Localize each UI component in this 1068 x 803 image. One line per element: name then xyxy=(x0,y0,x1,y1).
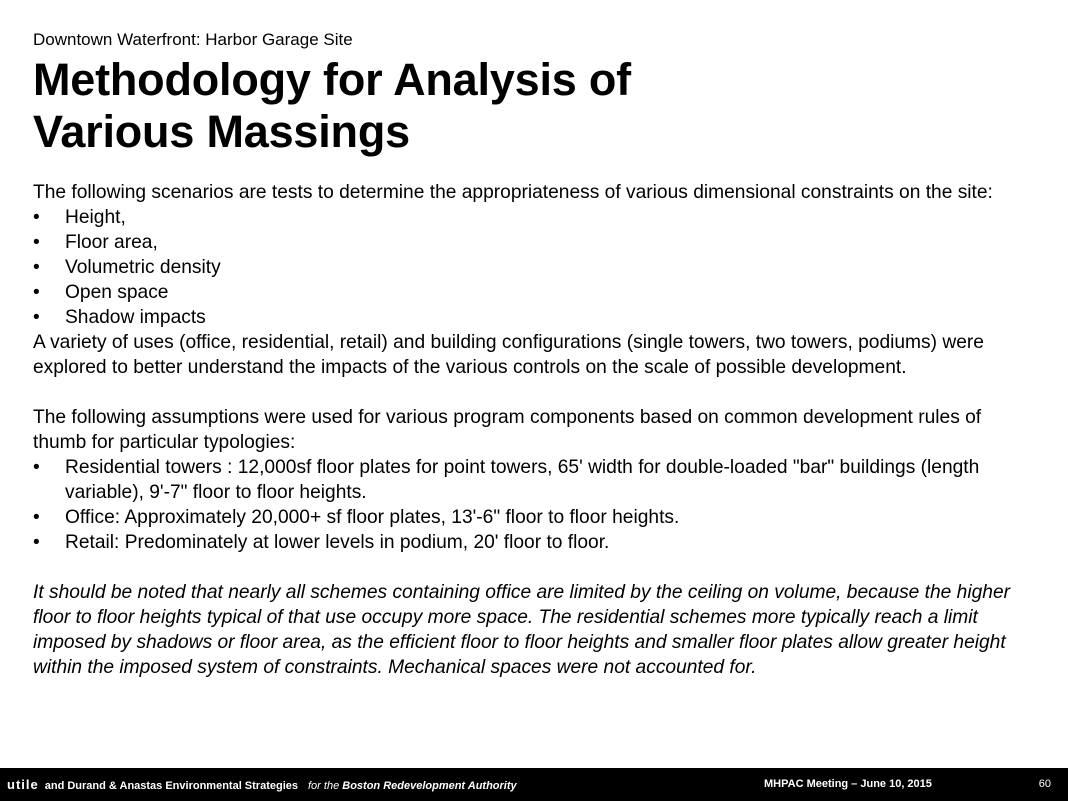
utile-logo: utile xyxy=(7,777,39,792)
footer-client: Boston Redevelopment Authority xyxy=(342,780,517,792)
bullet-icon: • xyxy=(33,257,40,278)
bullet-icon: • xyxy=(33,207,40,228)
list-item-text: Height, xyxy=(65,207,126,228)
footer-for-the: for the xyxy=(308,780,340,792)
list-item-text: Shadow impacts xyxy=(65,307,206,328)
constraints-list xyxy=(33,205,1033,330)
list-item-text: Floor area, xyxy=(65,232,158,253)
slide-title xyxy=(33,54,631,158)
bullet-icon: • xyxy=(33,507,40,528)
intro-paragraph: The following scenarios are tests to determine the appropriateness of various dimensional constraints on the site: xyxy=(33,182,993,203)
list-item-text: Volumetric density xyxy=(65,257,221,278)
list-item xyxy=(33,280,1033,305)
bullet-icon: • xyxy=(33,457,40,478)
footer-credits xyxy=(7,768,517,803)
slide-title-line-1: Methodology for Analysis of xyxy=(33,54,631,105)
list-item xyxy=(33,305,1033,330)
list-item-text: Residential towers : 12,000sf floor plates for point towers, 65' width for double-loaded "bar" buildings (length variable), 9'-7" floor to floor heights. xyxy=(65,457,980,503)
list-item xyxy=(33,505,1033,530)
list-item xyxy=(33,255,1033,280)
assumptions-list xyxy=(33,455,1033,555)
list-item xyxy=(33,205,1033,230)
paragraph-spacer xyxy=(33,555,1033,580)
list-item xyxy=(33,455,1033,505)
list-item xyxy=(33,530,1033,555)
list-item xyxy=(33,230,1033,255)
slide-title-line-2: Various Massings xyxy=(33,106,410,157)
bullet-icon: • xyxy=(33,532,40,553)
bullet-icon: • xyxy=(33,307,40,328)
list-item-text: Retail: Predominately at lower levels in podium, 20' floor to floor. xyxy=(65,532,610,553)
list-item-text: Office: Approximately 20,000+ sf floor plates, 13'-6" floor to floor heights. xyxy=(65,507,680,528)
slide-body xyxy=(33,180,1033,680)
slide-kicker: Downtown Waterfront: Harbor Garage Site xyxy=(33,30,353,49)
page-number: 60 xyxy=(1038,778,1051,790)
assumptions-intro: The following assumptions were used for various program components based on common development rules of thumb for particular typologies: xyxy=(33,407,982,453)
bullet-icon: • xyxy=(33,282,40,303)
note-paragraph: It should be noted that nearly all schemes containing office are limited by the ceiling on volume, because the higher floor to floor heights typical of that use occupy more space. The residential schemes more typically reach a limit imposed by shadows or floor area, as the efficient floor to floor heights and smaller floor plates allow greater height within the imposed system of constraints. Mechanical spaces were not accounted for. xyxy=(33,582,1011,678)
paragraph-spacer xyxy=(33,380,1033,405)
footer-meeting: MHPAC Meeting – June 10, 2015 xyxy=(764,778,932,790)
bullet-icon: • xyxy=(33,232,40,253)
footer-partners: and Durand & Anastas Environmental Strategies xyxy=(44,780,298,792)
uses-paragraph: A variety of uses (office, residential, retail) and building configurations (single towers, two towers, podiums) were explored to better understand the impacts of the various controls on the scale of possible development. xyxy=(33,332,984,378)
footer-bar xyxy=(0,768,1068,801)
list-item-text: Open space xyxy=(65,282,169,303)
